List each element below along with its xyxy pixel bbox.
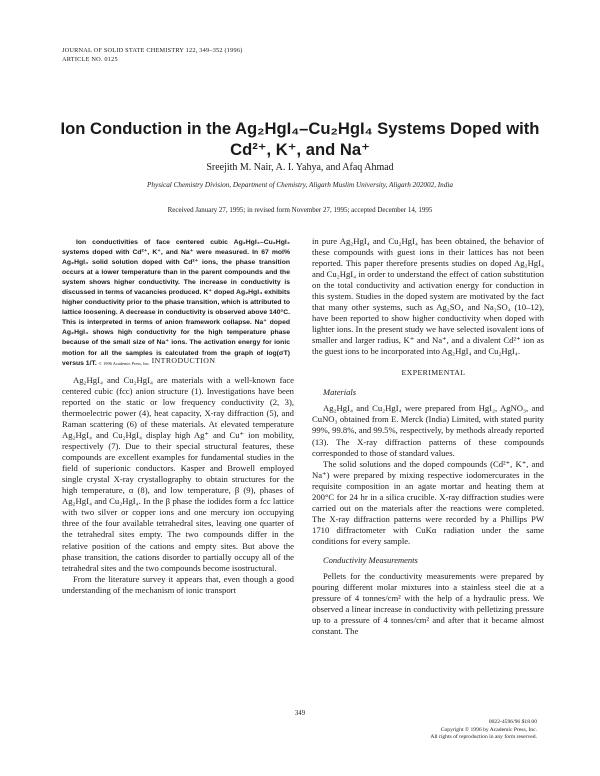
received-dates: Received January 27, 1995; in revised form November 27, 1995; accepted December 14, 1995 — [167, 206, 433, 214]
abstract-copyright: © 1996 Academic Press, Inc. — [98, 360, 150, 366]
abstract — [62, 238, 290, 369]
copyright-footer — [430, 719, 537, 742]
subsection-conductivity: Conductivity Measurements — [323, 554, 418, 565]
page-number: 349 — [294, 710, 306, 717]
intro-paragraph-2: From the literature survey it appears that, even though a good understanding of the mechanism of ionic transport — [62, 573, 294, 595]
journal-header — [62, 46, 243, 64]
right-column — [312, 236, 544, 637]
footer-issn-price: 0022-4596/96 $18.00 — [488, 719, 537, 725]
footer-copyright: Copyright © 1996 by Academic Press, Inc. — [440, 726, 537, 733]
materials-paragraph-1: Ag₂HgI₄ and Cu₂HgI₄ were prepared from HgI₂, AgNO₃, and CuNO₃ obtained from E. Merck (India) Limited, with stated purity 99%, 99.8%, and 99.5%, respectively, by methods already reported (13). The X-ray diffraction patterns of these compounds corresponded to those of standard values. — [312, 403, 544, 458]
conductivity-paragraph: Pellets for the conductivity measurements were prepared by pouring different molar mixtures into a stainless steel die at a pressure of 4 tonnes/cm² with the help of a hydraulic press. We observed a linear increase in conductivity with pelletizing pressure up to a pressure of 4 tonnes/cm² and after that it became almost constant. The — [312, 570, 544, 636]
article-number: ARTICLE NO. 0125 — [62, 56, 118, 63]
abstract-text: Ion conductivities of face centered cubic Ag₂HgI₄–Cu₂HgI₄ systems doped with Cd²⁺, K⁺, and Na⁺ were measured. In 67 mol% Ag₂HgI₄ solid solution doped with Cd²⁺ ions, the phase transition occurs at a lower temperature than in the parent compounds and the system shows higher conductivity. The increase in conductivity is discussed in terms of vacancies produced. K⁺ doped Ag₂HgI₄ exhibits higher conductivity prior to the phase transition, which is attributed to lattice loosening. A decrease in conductivity is observed above 140°C. This is interpreted in terms of anion framework collapse. Na⁺ doped Ag₂HgI₄ shows high conductivity for the high temperature phase because of the small size of Na⁺ ions. The activation energy for ionic motion for all the samples is calculated from the graph of log(σT) versus 1/T. — [62, 239, 290, 367]
author-list: Sreejith M. Nair, A. I. Yahya, and Afaq Ahmad — [206, 162, 394, 173]
materials-paragraph-2: The solid solutions and the doped compounds (Cd²⁺, K⁺, and Na⁺) were prepared by mixing respective iodomercurates in the requisite composition in an agate mortar and heating them at 200°C for 24 hr in a silica crucible. X-ray diffraction studies were carried out on the materials after the reactions were completed. The X-ray diffraction patterns were recorded by a Phillips PW 1710 diffractometer with CuKα radiation under the same conditions for every sample. — [312, 458, 544, 546]
journal-citation: JOURNAL OF SOLID STATE CHEMISTRY 122, 349–352 (1996) — [62, 47, 243, 54]
affiliation: Physical Chemistry Division, Department of Chemistry, Aligarh Muslim University, Aligarh 202002, India — [147, 181, 453, 189]
section-heading-experimental: EXPERIMENTAL — [401, 368, 466, 378]
paper-title: Ion Conduction in the Ag₂HgI₄–Cu₂HgI₄ Systems Doped with Cd²⁺, K⁺, and Na⁺ — [60, 119, 540, 159]
subsection-materials: Materials — [323, 387, 357, 398]
intro-paragraph-1: Ag₂HgI₄ and Cu₂HgI₄ are materials with a well-known face centered cubic (fcc) anion structure (1). Investigations have been reported on the static or low frequency conductivity (2, 3), thermoelectric power (4), heat capacity, X-ray diffraction (5), and Raman scattering (6) of these materials. At elevated temperature Ag₂HgI₄ and Cu₂HgI₄ display high Ag⁺ and Cu⁺ ion mobility, respectively (7). Due to their special structural features, these compounds are excellent examples for fundamental studies in the field of superionic conductors. Kasper and Browell employed single crystal X-ray crystallography to obtain structures for the high temperature, α (8), and low temperature, β (9), phases of Ag₂HgI₄ and Cu₂HgI₄. In the β phase the iodides form a fcc lattice with two silver or copper ions and one mercury ion occupying three of the four available tetrahedral sites, leaving one quarter of the tetrahedral sites empty. The two compounds differ in the relative position of the cations and empty sites. But above the phase transition, the cations disorder to partially occupy all of the tetrahedral sites and the two compounds become isostructural. — [62, 375, 294, 573]
intro-paragraph-continued: in pure Ag₂HgI₄ and Cu₂HgI₄ has been obtained, the behavior of these compounds with guest ions in their lattices has not been reported. This paper therefore presents studies on doped Ag₂HgI₄ and Cu₂HgI₄ in order to understand the effect of cation substitution on the total conductivity and activation energy for conduction in this system. Studies in the doped system are motivated by the fact that many other systems, such as Ag₂SO₄ and Na₂SO₄ (10–12), have been reported to show higher conductivity when doped with lighter ions. In the present study we have selected isovalent ions of smaller and larger radius, K⁺ and Na⁺, and a divalent Cd²⁺ ion as the guest ions to be incorporated into Ag₂HgI₄ and Cu₂HgI₄. — [312, 236, 544, 357]
section-heading-introduction: INTRODUCTION — [151, 356, 216, 365]
left-column — [62, 355, 294, 596]
footer-rights: All rights of reproduction in any form reserved. — [430, 734, 537, 741]
